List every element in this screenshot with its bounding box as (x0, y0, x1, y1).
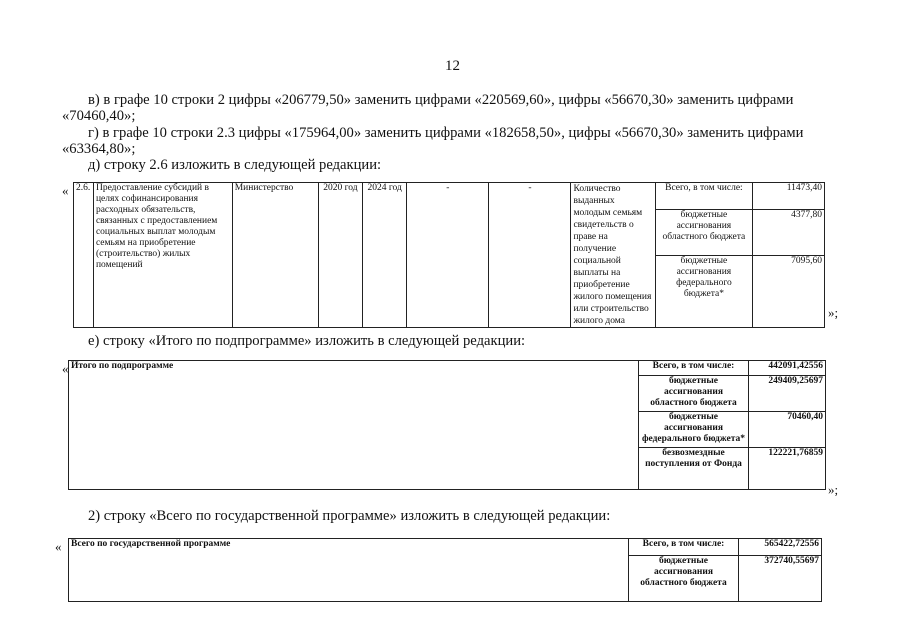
funding-label: бюджетные ассигнования областного бюджета (629, 556, 739, 602)
funding-label: Всего, в том числе: (629, 539, 739, 556)
paragraph-v-line2: «70460,40»; (62, 108, 136, 124)
funding-label: бюджетные ассигнования областного бюджета (639, 376, 749, 412)
funding-value: 565422,72556 (739, 539, 822, 556)
funding-value: 122221,76859 (749, 448, 826, 490)
funding-value: 4377,80 (753, 210, 825, 256)
itogo-title: Итого по подпрограмме (69, 361, 639, 490)
funding-label: Всего, в том числе: (639, 361, 749, 376)
paragraph-d: д) строку 2.6 изложить в следующей редакции: (88, 157, 382, 173)
quote-close-2: »; (828, 482, 839, 497)
funding-value: 372740,55697 (739, 556, 822, 602)
paragraph-g-line2: «63364,80»; (62, 141, 136, 157)
funding-value: 249409,25697 (749, 376, 826, 412)
funding-value: 70460,40 (749, 412, 826, 448)
quote-open-1: « (62, 183, 69, 198)
quote-open-2: « (62, 361, 69, 376)
year-start: 2020 год (318, 183, 362, 328)
empty-col-1: - (407, 183, 489, 328)
vsego-title: Всего по государственной программе (69, 539, 629, 602)
funding-label: Всего, в том числе: (655, 183, 753, 210)
funding-value: 7095,60 (753, 256, 825, 328)
paragraph-2: 2) строку «Всего по государственной программе» изложить в следующей редакции: (88, 508, 611, 524)
page-number: 12 (445, 58, 460, 74)
table-row-2-6 (73, 182, 825, 328)
funding-value: 442091,42556 (749, 361, 826, 376)
table-vsego (68, 538, 822, 602)
funding-label: безвозмездные поступления от Фонда (639, 448, 749, 490)
paragraph-v-line1: в) в графе 10 строки 2 цифры «206779,50» заменить цифрами «220569,60», цифры «56670,30» заменить цифрами (88, 92, 794, 108)
paragraph-g-line1: г) в графе 10 строки 2.3 цифры «175964,00» заменить цифрами «182658,50», цифры «56670,30» заменить цифрами (88, 125, 804, 141)
funding-value: 11473,40 (753, 183, 825, 210)
funding-label: бюджетные ассигнования федерального бюджета* (655, 256, 753, 328)
quote-open-3: « (55, 539, 62, 554)
quote-close-1: »; (828, 305, 839, 320)
row-number: 2.6. (74, 183, 94, 328)
empty-col-2: - (489, 183, 571, 328)
indicator: Количество выданных молодым семьям свидетельств о праве на получение социальной выплаты на приобретение жилого помещения или строительство жилого дома (571, 183, 655, 328)
table-itogo (68, 360, 826, 490)
funding-label: бюджетные ассигнования областного бюджета (655, 210, 753, 256)
measure-name: Предоставление субсидий в целях софинансирования расходных обязательств, связанных с предоставлением социальных выплат молодым семьям на приобретение (строительство) жилых помещений (93, 183, 232, 328)
paragraph-e: е) строку «Итого по подпрограмме» изложить в следующей редакции: (88, 333, 526, 349)
funding-label: бюджетные ассигнования федерального бюджета* (639, 412, 749, 448)
executor: Министерство (232, 183, 318, 328)
year-end: 2024 год (363, 183, 407, 328)
